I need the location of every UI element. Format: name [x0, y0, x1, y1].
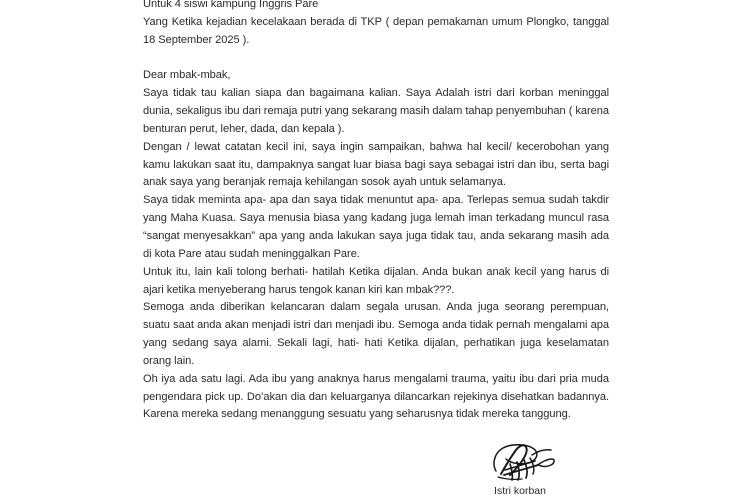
letter-paragraph: Dengan / lewat catatan kecil ini, saya ingin sampaikan, bahwa hal kecil/ kecerobohan yang kamu lakukan saat itu, dampaknya sangat luar biasa bagi saya sebagai istri dan ibu, serta bagi anak saya yang beranjak remaja kehilangan sosok ayah untuk selamanya.: [143, 140, 609, 189]
letter-body: [143, 0, 609, 424]
signature-block: [430, 440, 610, 498]
letter-paragraph: Semoga anda diberikan kelancaran dalam segala urusan. Anda juga seorang perempuan, suatu saat anda akan menjadi istri dan menjadi ibu. Semoga anda tidak pernah mengalami apa yang sedang saya alami. Sekali lagi, hati- hati Ketika dijalan, perhatikan juga keselamatan orang lain.: [143, 301, 609, 367]
letter-paragraph: Saya tidak tau kalian siapa dan bagaimana kalian. Saya Adalah istri dari korban meninggal dunia, sekaligus ibu dari remaja putri yang sekarang masih dalam tahap penyembuhan ( karena benturan perut, leher, dada, dan kepala ).: [143, 87, 609, 135]
heading-context: Yang Ketika kejadian kecelakaan berada di TKP ( depan pemakaman umum Plongko, tanggal 18 September 2025 ).: [143, 15, 609, 46]
letter-paragraph: Oh iya ada satu lagi. Ada ibu yang anaknya harus mengalami trauma, yaitu ibu dari pria muda pengendara pick up. Do’akan dia dan keluarganya dilancarkan rejekinya disehatkan badannya. Karena mereka sedang menanggung sesuatu yang seharusnya tidak mereka tanggung.: [143, 372, 609, 421]
letter-paragraph: Saya tidak meminta apa- apa dan saya tidak menuntut apa- apa. Terlepas semua sudah takdir yang Maha Kuasa. Saya menusia biasa yang kadang juga lemah iman terkadang muncul rasa “sangat menyesakkan” apa yang anda lakukan saya juga tidak tau, anda sekarang masih ada di kota Pare atau sudah meninggalkan Pare.: [143, 194, 609, 260]
salutation: Dear mbak-mbak,: [143, 69, 231, 82]
handwritten-signature-icon: [472, 440, 568, 484]
letter-paragraph: Untuk itu, lain kali tolong berhati- hatilah Ketika dijalan. Anda bukan anak kecil yang harus di ajari ketika menyeberang harus tengok kanan kiri kan mbak???.: [143, 265, 609, 296]
paragraph-spacer: [143, 50, 609, 68]
heading-recipient: Untuk 4 siswi kampung Inggris Pare: [143, 0, 319, 10]
signature-caption: Istri korban: [494, 485, 546, 497]
